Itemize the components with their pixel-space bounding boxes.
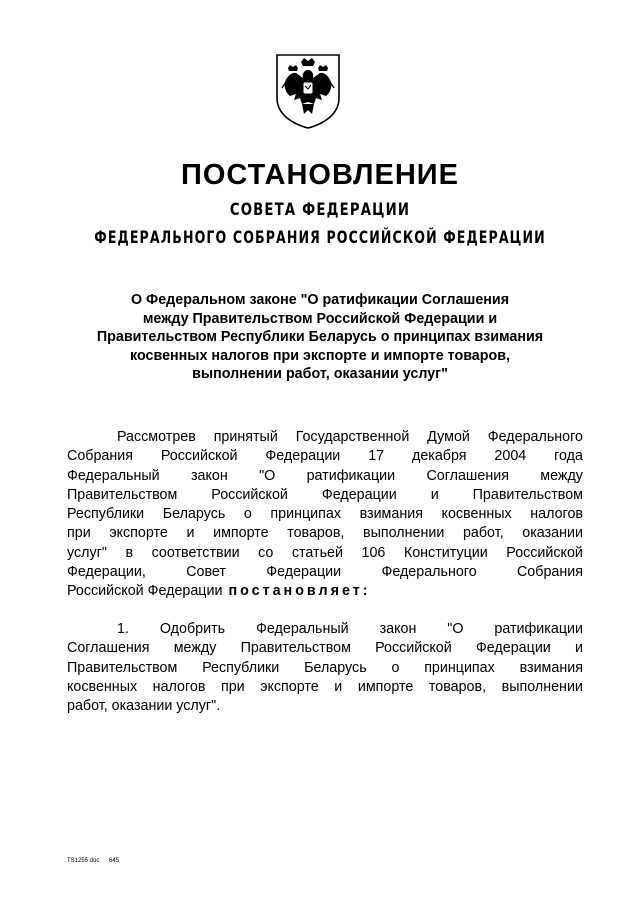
- document-subtitle-assembly: ФЕДЕРАЛЬНОГО СОБРАНИЯ РОССИЙСКОЙ ФЕДЕРАЦИИ: [94, 228, 546, 248]
- word: налогов: [530, 506, 583, 523]
- word: принципах: [270, 506, 341, 523]
- line-text: работ, оказании услуг".: [67, 698, 221, 715]
- word: Государственной: [295, 429, 410, 445]
- heading-line: Правительством Республики Беларусь о принципах взимания: [96, 329, 544, 346]
- word: о: [243, 506, 252, 523]
- document-subtitle-council: СОВЕТА ФЕДЕРАЦИИ: [229, 200, 411, 220]
- document-title: ПОСТАНОВЛЕНИЕ: [181, 159, 459, 191]
- justified-line: [67, 524, 583, 543]
- word: экспорте: [260, 678, 319, 695]
- last-line: [67, 582, 583, 601]
- word: декабря: [411, 448, 467, 465]
- word: выполнении: [363, 525, 445, 542]
- word: Правительством: [67, 659, 178, 676]
- word: Республики: [202, 659, 280, 676]
- word: и: [334, 678, 343, 695]
- word: и: [430, 486, 439, 503]
- word: Беларусь: [304, 659, 367, 676]
- heading-line: между Правительством Российской Федерации и: [142, 310, 498, 327]
- word: Соглашения: [426, 467, 509, 484]
- word: товаров,: [287, 525, 345, 542]
- word: налогов: [152, 678, 206, 695]
- word: "О: [447, 621, 464, 637]
- document-footer: [67, 858, 127, 864]
- word: работ,: [462, 525, 504, 542]
- word: косвенных: [441, 506, 512, 523]
- heading-line: косвенных налогов при экспорте и импорте товаров,: [130, 347, 510, 364]
- word: в: [125, 544, 134, 561]
- word: Правительством: [472, 486, 583, 503]
- word: Рассмотрев: [117, 429, 196, 445]
- word: Беларусь: [162, 506, 226, 523]
- coat-of-arms-icon: [274, 52, 342, 130]
- word: экспорте: [109, 525, 168, 542]
- resolves-keyword: постановляет:: [228, 583, 371, 600]
- word: Российской: [211, 486, 288, 503]
- word: года: [554, 448, 583, 465]
- word: Собрания: [67, 448, 133, 465]
- word: при: [67, 525, 91, 542]
- word: товаров,: [428, 678, 487, 695]
- word: импорте: [357, 678, 414, 695]
- word: 2004: [494, 448, 527, 465]
- word: косвенных: [67, 678, 138, 695]
- word: импорте: [213, 525, 269, 542]
- word: Федерального: [487, 429, 583, 445]
- word: соответствии: [151, 544, 240, 561]
- justified-line: [67, 467, 583, 486]
- word: со: [258, 544, 274, 561]
- word: Российской: [375, 640, 452, 657]
- word: при: [220, 678, 245, 695]
- word: Соглашения: [67, 640, 150, 657]
- word: Думой: [427, 429, 470, 445]
- word: выполнении: [501, 678, 583, 695]
- word: о: [391, 659, 400, 676]
- word: между: [540, 467, 583, 484]
- word: "О: [259, 467, 276, 484]
- word: принятый: [213, 429, 278, 445]
- paragraph-resolution-item-1: [67, 620, 583, 716]
- word: Федерации,: [67, 564, 146, 581]
- justified-line: [67, 505, 583, 524]
- justified-line: [67, 659, 583, 678]
- word: статьей: [291, 544, 343, 561]
- word: Федерации: [266, 564, 342, 581]
- justified-line: [67, 678, 583, 697]
- word: оказании: [522, 525, 583, 542]
- justified-line: [67, 447, 583, 466]
- line-text: Российской Федерации: [67, 583, 223, 600]
- word: закон: [190, 467, 228, 484]
- word: ратификации: [494, 621, 583, 637]
- word: услуг": [67, 544, 107, 561]
- word: Одобрить: [159, 621, 226, 637]
- word: Федеральный: [67, 467, 160, 484]
- justified-line: [67, 486, 583, 505]
- word: Федеральный: [256, 621, 349, 637]
- word: Российской: [160, 448, 238, 465]
- word: взимания: [359, 506, 423, 523]
- word: Федерации: [475, 640, 551, 657]
- word: Федерального: [381, 564, 477, 581]
- word: Республики: [67, 506, 145, 523]
- justified-line: [67, 428, 583, 447]
- word: 17: [368, 448, 385, 465]
- word: взимания: [519, 659, 583, 676]
- word: Собрания: [516, 564, 583, 581]
- word: и: [186, 525, 195, 542]
- word: 106: [361, 544, 386, 561]
- heading-line: О Федеральном законе "О ратификации Соглашения: [130, 292, 510, 308]
- word: Правительством: [67, 486, 178, 503]
- word: и: [574, 640, 583, 657]
- word: Федерации: [265, 448, 341, 465]
- justified-line: [67, 544, 583, 563]
- justified-line: [67, 620, 583, 639]
- word: Конституции: [403, 544, 488, 561]
- last-line: [67, 697, 583, 716]
- word: Российской: [506, 544, 583, 561]
- paragraph-preamble: [67, 428, 583, 602]
- word: закон: [379, 621, 417, 637]
- word: Правительством: [240, 640, 351, 657]
- word: ратификации: [306, 467, 396, 484]
- justified-line: [67, 639, 583, 658]
- word: Совет: [186, 564, 226, 581]
- word: Федерации: [321, 486, 397, 503]
- doc-number: 645: [109, 858, 120, 864]
- word: принципах: [424, 659, 495, 676]
- word: между: [173, 640, 217, 657]
- doc-code: TS1255 doc: [67, 858, 100, 864]
- law-heading: [60, 291, 580, 384]
- word: 1.: [117, 621, 129, 637]
- heading-line: выполнении работ, оказании услуг": [192, 366, 448, 383]
- justified-line: [67, 563, 583, 582]
